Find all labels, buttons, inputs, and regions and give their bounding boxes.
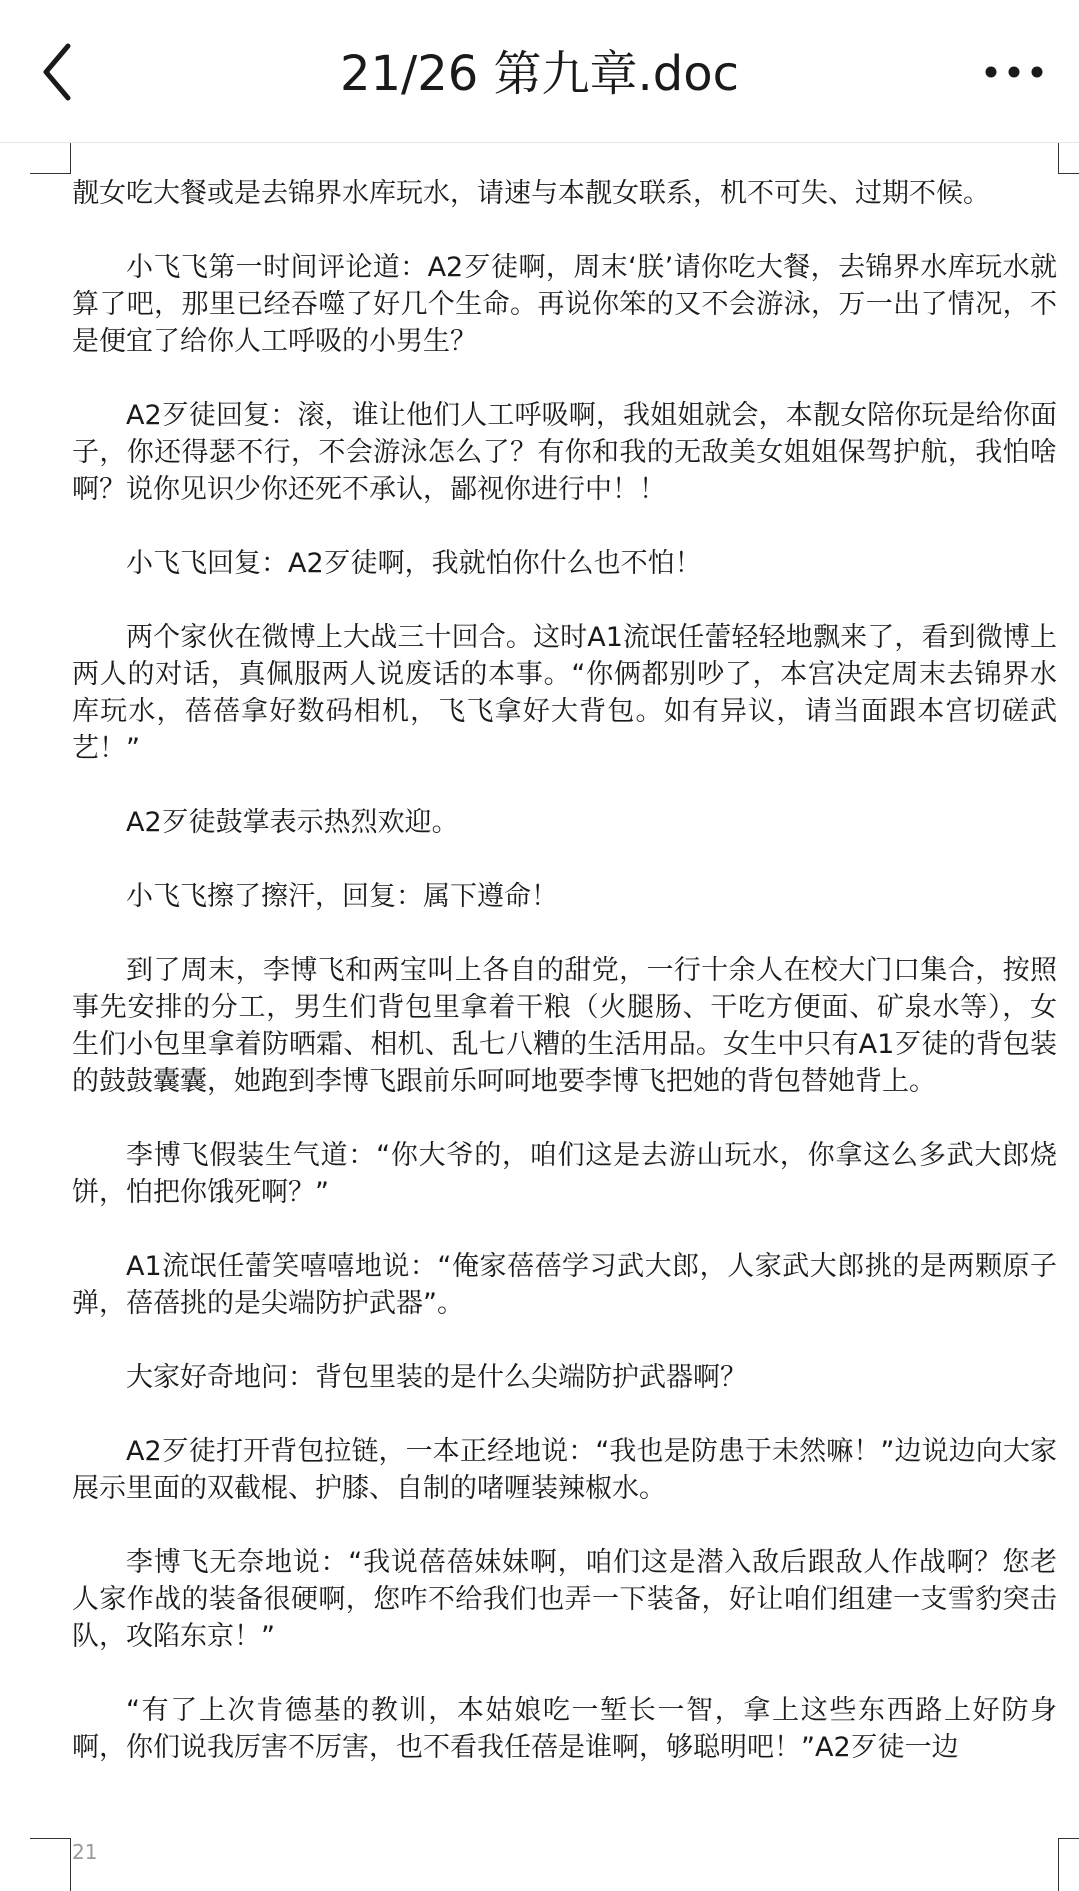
page-corner-mark <box>30 143 71 174</box>
paragraph: 李博飞假装生气道：“你大爷的，咱们这是去游山玩水，你拿这么多武大郎烧饼，怕把你饿死啊？” <box>72 1140 1057 1208</box>
paragraph: 靓女吃大餐或是去锦界水库玩水，请速与本靓女联系，机不可失、过期不候。 <box>72 178 990 209</box>
chevron-left-icon <box>38 40 98 104</box>
paragraph: A2歹徒回复：滚，谁让他们人工呼吸啊，我姐姐就会，本靓女陪你玩是给你面子，你还得瑟不行，不会游泳怎么了？有你和我的无敌美女姐姐保驾护航，我怕啥啊？说你见识少你还死不承认，鄙视你进行中！！ <box>72 400 1057 505</box>
paragraph: A1流氓任蕾笑嘻嘻地说：“俺家蓓蓓学习武大郎，人家武大郎挑的是两颗原子弹，蓓蓓挑的是尖端防护武器”。 <box>72 1251 1057 1319</box>
paragraph: 两个家伙在微博上大战三十回合。这时A1流氓任蕾轻轻地飘来了，看到微博上两人的对话，真佩服两人说废话的本事。“你俩都别吵了，本宫决定周末去锦界水库玩水，蓓蓓拿好数码相机，飞飞拿好大背包。如有异议，请当面跟本宫切磋武艺！” <box>72 622 1057 764</box>
paragraph: 李博飞无奈地说：“我说蓓蓓妹妹啊，咱们这是潜入敌后跟敌人作战啊？您老人家作战的装备很硬啊，您咋不给我们也弄一下装备，好让咱们组建一支雪豹突击队，攻陷东京！” <box>72 1547 1057 1652</box>
page-corner-mark <box>30 1838 71 1891</box>
paragraph: 小飞飞第一时间评论道：A2歹徒啊，周末‘朕’请你吃大餐，去锦界水库玩水就算了吧，那里已经吞噬了好几个生命。再说你笨的又不会游泳，万一出了情况，不是便宜了给你人工呼吸的小男生？ <box>72 252 1057 357</box>
page-corner-mark <box>1058 1838 1079 1891</box>
paragraph: 大家好奇地问：背包里装的是什么尖端防护武器啊？ <box>126 1362 747 1393</box>
back-button[interactable] <box>38 40 98 104</box>
document-body <box>72 175 1057 1803</box>
page-corner-mark <box>1058 143 1079 174</box>
document-title: 21/26 第九章.doc <box>339 46 740 102</box>
more-options-button[interactable] <box>979 46 1049 98</box>
more-horizontal-icon <box>979 46 1049 98</box>
top-bar <box>0 0 1079 143</box>
paragraph: “有了上次肯德基的教训，本姑娘吃一堑长一智，拿上这些东西路上好防身啊，你们说我厉害不厉害，也不看我任蓓是谁啊，够聪明吧！”A2歹徒一边 <box>72 1695 1057 1763</box>
paragraph: A2歹徒打开背包拉链，一本正经地说：“我也是防患于未然嘛！”边说边向大家展示里面的双截棍、护膝、自制的啫喱装辣椒水。 <box>72 1436 1057 1504</box>
paragraph: A2歹徒鼓掌表示热烈欢迎。 <box>126 807 459 838</box>
paragraph: 小飞飞擦了擦汗，回复：属下遵命！ <box>126 881 558 912</box>
paragraph: 到了周末，李博飞和两宝叫上各自的甜党，一行十余人在校大门口集合，按照事先安排的分工，男生们背包里拿着干粮（火腿肠、干吃方便面、矿泉水等），女生们小包里拿着防晒霜、相机、乱七八糟的生活用品。女生中只有A1歹徒的背包装的鼓鼓囊囊，她跑到李博飞跟前乐呵呵地要李博飞把她的背包替她背上。 <box>72 955 1057 1097</box>
paragraph: 小飞飞回复：A2歹徒啊，我就怕你什么也不怕！ <box>126 548 702 579</box>
page-number: 21 <box>72 1840 98 1864</box>
